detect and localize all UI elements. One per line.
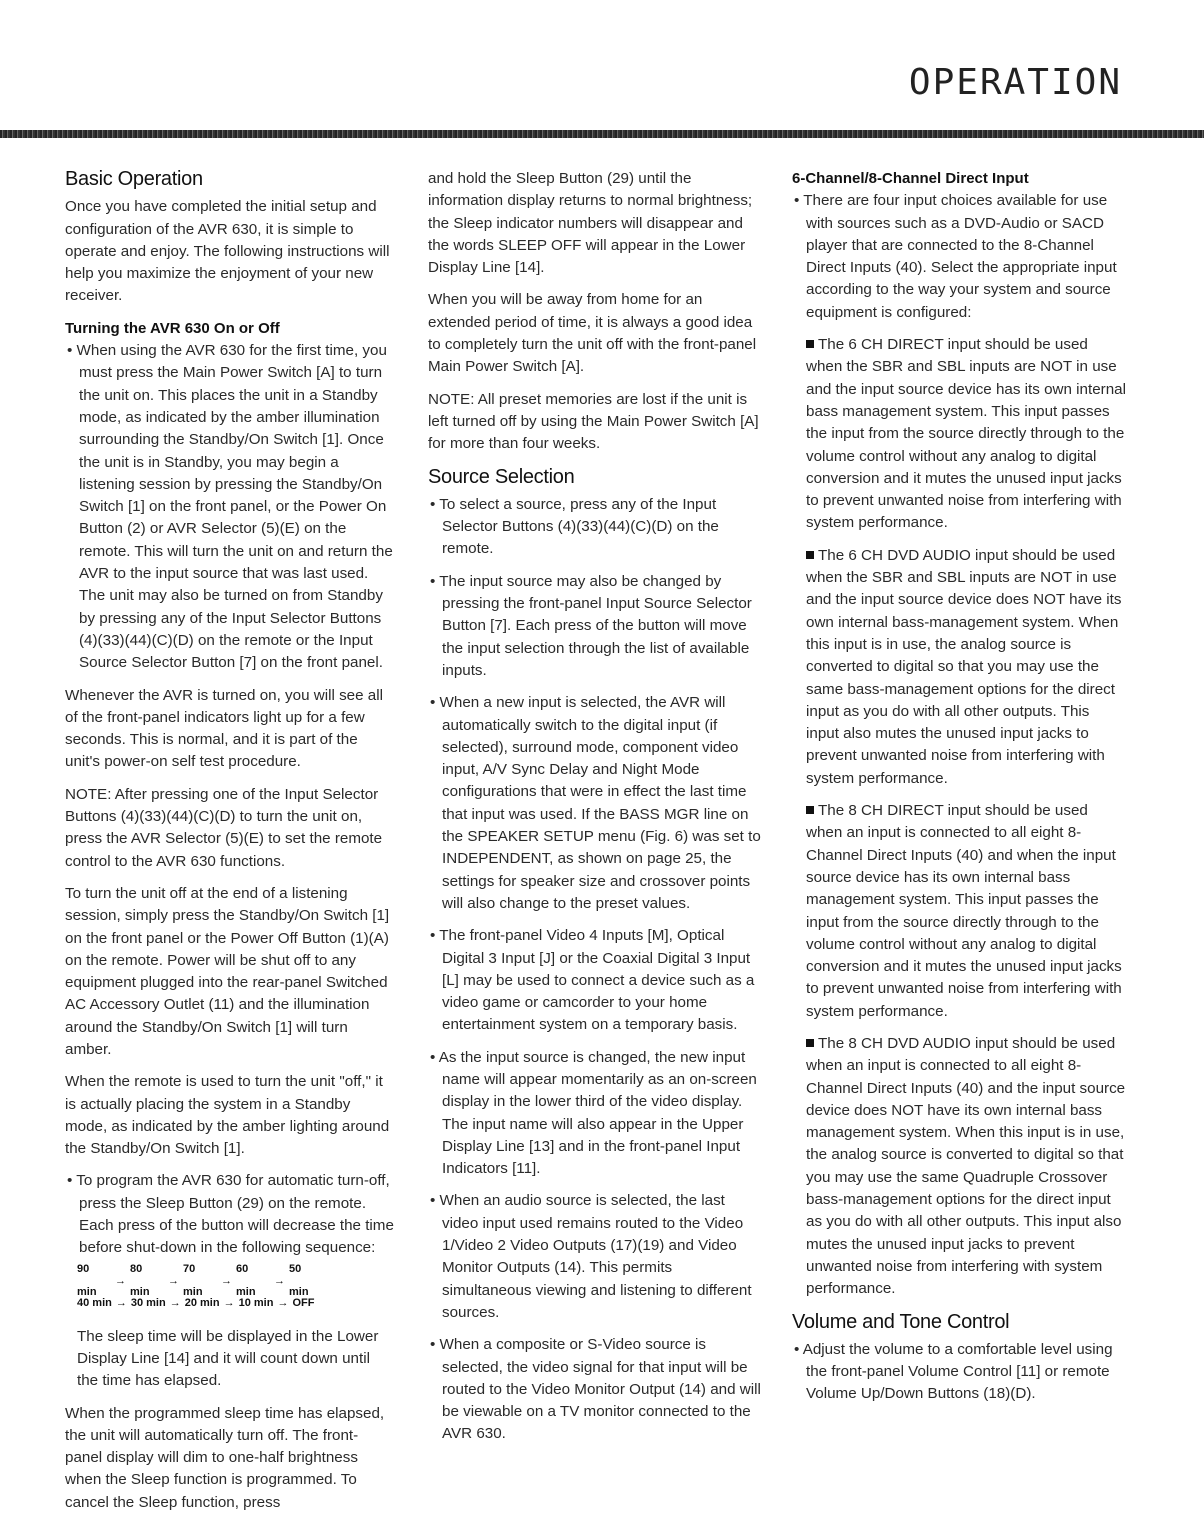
bullet-front-panel-inputs: • The front-panel Video 4 Inputs [M], Optical Digital 3 Input [J] or the Coaxial Digital 3 Input [L] may be used to connect a device such as a video game or camcorder to your home entertainment system on a temporary basis. [430,927,755,1034]
bullet-audio-source: • When an audio source is selected, the last video input used remains routed to the Video 1/Video 2 Video Outputs (17)(19) and Video Monitor Outputs (14). This permits simultaneous viewing and listening to different sources. [430,1192,752,1321]
sleep-step: 50 min [289,1263,309,1298]
bullet-select-source: • To select a source, press any of the Input Selector Buttons (4)(33)(44)(C)(D) on the remote. [430,495,719,558]
column-2 [428,168,762,1456]
item-6ch-direct [792,334,1126,535]
paragraph-remote-off: When the remote is used to turn the unit "off," it is actually placing the system in a Standby mode, as indicated by the amber lighting around the Standby/On Switch [1]. [65,1073,390,1158]
item-text: The 8 CH DIRECT input should be used when an input is connected to all eight 8-Channel Direct Inputs (40) and when the input source device has its own internal bass management system. This input passes the input from the source directly through to the volume control without any analog to digital conversion and it mutes the unused input jacks to prevent unwanted noise from interfering with system performance. [806,802,1122,1020]
bullet-front-panel-selector: • The input source may also be changed by pressing the front-panel Input Source Selector Button [7]. Each press of the button will move the input selection through the list of available inputs. [430,572,752,679]
paragraph-sleep-display: The sleep time will be displayed in the Lower Display Line [14] and it will count down until the time has elapsed. [77,1327,379,1390]
page-header-title: OPERATION [908,62,1122,103]
paragraph-turn-off: To turn the unit off at the end of a listening session, simply press the Standby/On Switch [1] on the front panel or the Power Off Button (1)(A) on the remote. Power will be shut off to any equipment plugged into the rear-panel Switched AC Accessory Outlet (11) and the illumination around the Standby/On Switch [1] will turn amber. [65,884,390,1058]
heading-basic-operation: Basic Operation [65,168,203,190]
paragraph-away: When you will be away from home for an extended period of time, it is always a good idea to completely turn the unit off with the front-panel Main Power Switch [A]. [428,291,757,376]
sleep-sequence-row-1: 90 min → 80 min → 70 min → 60 min → 50 min [77,1270,327,1292]
sleep-sequence-diagram [77,1263,327,1314]
bullet-input-name: • As the input source is changed, the new input name will appear momentarily as an on-screen display in the lower third of the video display. The input name will also appear in the Upper Display Line [13] and in the front-panel Input Indicators [11]. [430,1048,757,1178]
sleep-step: 90 min [77,1263,97,1298]
item-text: The 6 CH DVD AUDIO input should be used when the SBR and SBL inputs are NOT in use and the input source device does NOT have its own internal bass-management system. When this input is in use, the analog source is converted to digital so that you may use the same bass-management options for the direct input as you do with all other outputs. This input also mutes the unused input jacks to prevent unwanted noise from interfering with system performance. [806,546,1122,787]
column-1 [65,168,395,1524]
heading-source-selection: Source Selection [428,465,575,488]
paragraph-intro: Once you have completed the initial setup and configuration of the AVR 630, it is simple to operate and enjoy. The following instructions will help you maximize the enjoyment of your new receiver. [65,198,390,305]
paragraph-program-sleep: • To program the AVR 630 for automatic turn-off, press the Sleep Button (29) on the remote. Each press of the button will decrease the time before shut-down in the following sequence: [67,1172,394,1257]
bullet-composite-source: • When a composite or S-Video source is selected, the video signal for that input will be routed to the Video Monitor Output (14) and will be viewable on a TV monitor connected to the AVR 630. [430,1336,761,1443]
item-text: The 8 CH DVD AUDIO input should be used when an input is connected to all eight 8-Channel Direct Inputs (40) and the input source device does NOT have its own internal bass management system. When this input is in use, the analog source is converted to digital so that you may use the same Quadruple Crossover bass-management options for the direct input as you do with all other outputs. This input also mutes the unused input jacks to prevent unwanted noise from interfering with system performance. [806,1034,1126,1298]
item-8ch-dvd-audio [792,1033,1126,1301]
bullet-new-input: • When a new input is selected, the AVR will automatically switch to the digital input (if selected), surround mode, component video input, A/V Sync Delay and Night Mode configurations that were in effect the last time that input was used. If the BASS MGR line on the SPEAKER SETUP menu (Fig. 6) was set to INDEPENDENT, as shown on page 25, the settings for speaker size and crossover points will also change to the preset values. [430,694,761,912]
sleep-step: 20 min [184,1296,220,1309]
column-3 [792,168,1126,1416]
sleep-step: OFF [292,1296,315,1309]
sleep-step: 60 min [236,1263,256,1298]
sleep-sequence-row-2: 40 min → 30 min → 20 min → 10 min → OFF [77,1292,327,1314]
heading-direct-input: 6-Channel/8-Channel Direct Input [792,170,1029,187]
paragraph-hold: and hold the Sleep Button (29) until the information display returns to normal brightness; the Sleep indicator numbers will disappear and the words SLEEP OFF will appear in the Lower Display Line [14]. [428,170,753,277]
paragraph-note-1: NOTE: After pressing one of the Input Selector Buttons (4)(33)(44)(C)(D) to turn the unit on, press the AVR Selector (5)(E) to set the remote control to the AVR 630 functions. [65,785,383,870]
square-bullet-icon [806,806,814,814]
bullet-adjust-volume: • Adjust the volume to a comfortable level using the front-panel Volume Control [11] or remote Volume Up/Down Buttons (18)(D). [794,1340,1113,1403]
sleep-step: 70 min [183,1263,203,1298]
sleep-step: 80 min [130,1263,150,1298]
bullet-input-choices: • There are four input choices available for use with sources such as a DVD-Audio or SACD player that are connected to the 8-Channel Direct Inputs (40). Select the appropriate input according to the way your system and source equipment is configured: [794,192,1117,321]
square-bullet-icon [806,551,814,559]
paragraph-when-using: • When using the AVR 630 for the first time, you must press the Main Power Switch [A] to turn the unit on. This places the unit in a Standby mode, as indicated by the amber illumination surrounding the Standby/On Switch [1]. Once the unit is in Standby, you may begin a listening session by pressing the Standby/On Switch [1] on the front panel, or the Power On Button (2) or AVR Selector (5)(E) on the remote. This will turn the unit on and return the AVR to the input source that was last used. The unit may also be turned on from Standby by pressing any of the Input Selector Buttons (4)(33)(44)(C)(D) on the remote or the Input Source Selector Button [7] on the front panel. [67,342,393,672]
heading-volume-tone: Volume and Tone Control [792,1310,1010,1333]
item-6ch-dvd-audio [792,545,1126,790]
sleep-step: 40 min [77,1296,112,1309]
paragraph-whenever: Whenever the AVR is turned on, you will see all of the front-panel indicators light up for a few seconds. This is normal, and it is part of the unit's power-on self test procedure. [65,686,383,771]
paragraph-note-2: NOTE: All preset memories are lost if the unit is left turned off by using the Main Power Switch [A] for more than four weeks. [428,390,759,453]
item-8ch-direct [792,800,1126,1023]
square-bullet-icon [806,1039,814,1047]
sleep-step: 30 min [130,1296,166,1309]
square-bullet-icon [806,340,814,348]
item-text: The 6 CH DIRECT input should be used when the SBR and SBL inputs are NOT in use and the input source device has its own internal bass management system. This input passes the input from the source directly through to the volume control without any analog to digital conversion and it mutes the unused input jacks to prevent unwanted noise from interfering with system performance. [806,336,1126,532]
heading-turning-on-off: Turning the AVR 630 On or Off [65,319,280,337]
paragraph-programmed: When the programmed sleep time has elapsed, the unit will automatically turn off. The front-panel display will dim to one-half brightness when the Sleep function is programmed. To cancel the Sleep function, press [65,1404,385,1511]
header-rule [0,130,1204,138]
sleep-step: 10 min [238,1296,274,1309]
